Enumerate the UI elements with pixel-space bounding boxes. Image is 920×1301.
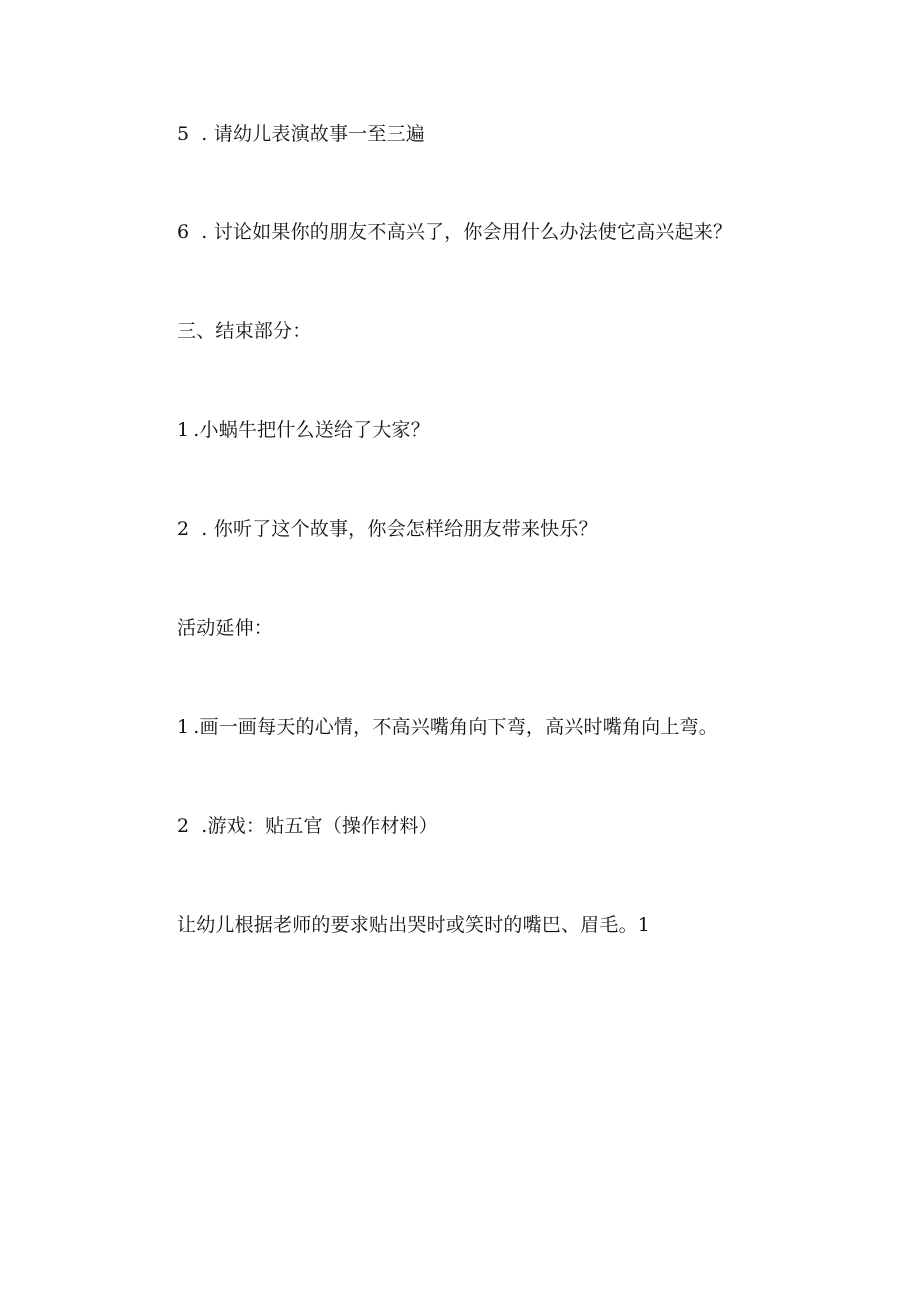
section-heading-ending: [177, 319, 311, 343]
ending-item-1-line: [177, 418, 430, 442]
step-6-line: [177, 220, 732, 244]
step-number: 6: [177, 221, 190, 243]
step-number: 1: [177, 419, 190, 441]
game-instruction-line: [177, 913, 650, 937]
paragraph-text: 让幼儿根据老师的要求贴出哭时或笑时的嘴巴、眉毛。1: [177, 914, 651, 936]
step-number: 5: [177, 123, 190, 145]
step-number: 1: [177, 716, 190, 738]
step-5-line: [177, 122, 425, 146]
extension-item-1-line: [177, 715, 718, 739]
step-number: 2: [177, 518, 190, 540]
step-text: . 你听了这个故事，你会怎样给朋友带来快乐？: [201, 518, 598, 540]
step-text: . 讨论如果你的朋友不高兴了，你会用什么办法使它高兴起来？: [201, 221, 733, 243]
section-heading-extension: [177, 616, 273, 640]
step-text: .小蜗牛把什么送给了大家？: [193, 419, 430, 441]
step-text: . 请幼儿表演故事一至三遍: [201, 123, 425, 145]
step-text: .画一画每天的心情，不高兴嘴角向下弯，高兴时嘴角向上弯。: [193, 716, 718, 738]
ending-item-2-line: [177, 517, 598, 541]
section-heading-text: 活动延伸：: [177, 617, 274, 639]
step-number: 2: [177, 815, 190, 837]
step-text: .游戏：贴五官（操作材料）: [201, 815, 438, 837]
extension-item-2-line: [177, 814, 438, 838]
section-heading-text: 三、结束部分：: [177, 320, 312, 342]
